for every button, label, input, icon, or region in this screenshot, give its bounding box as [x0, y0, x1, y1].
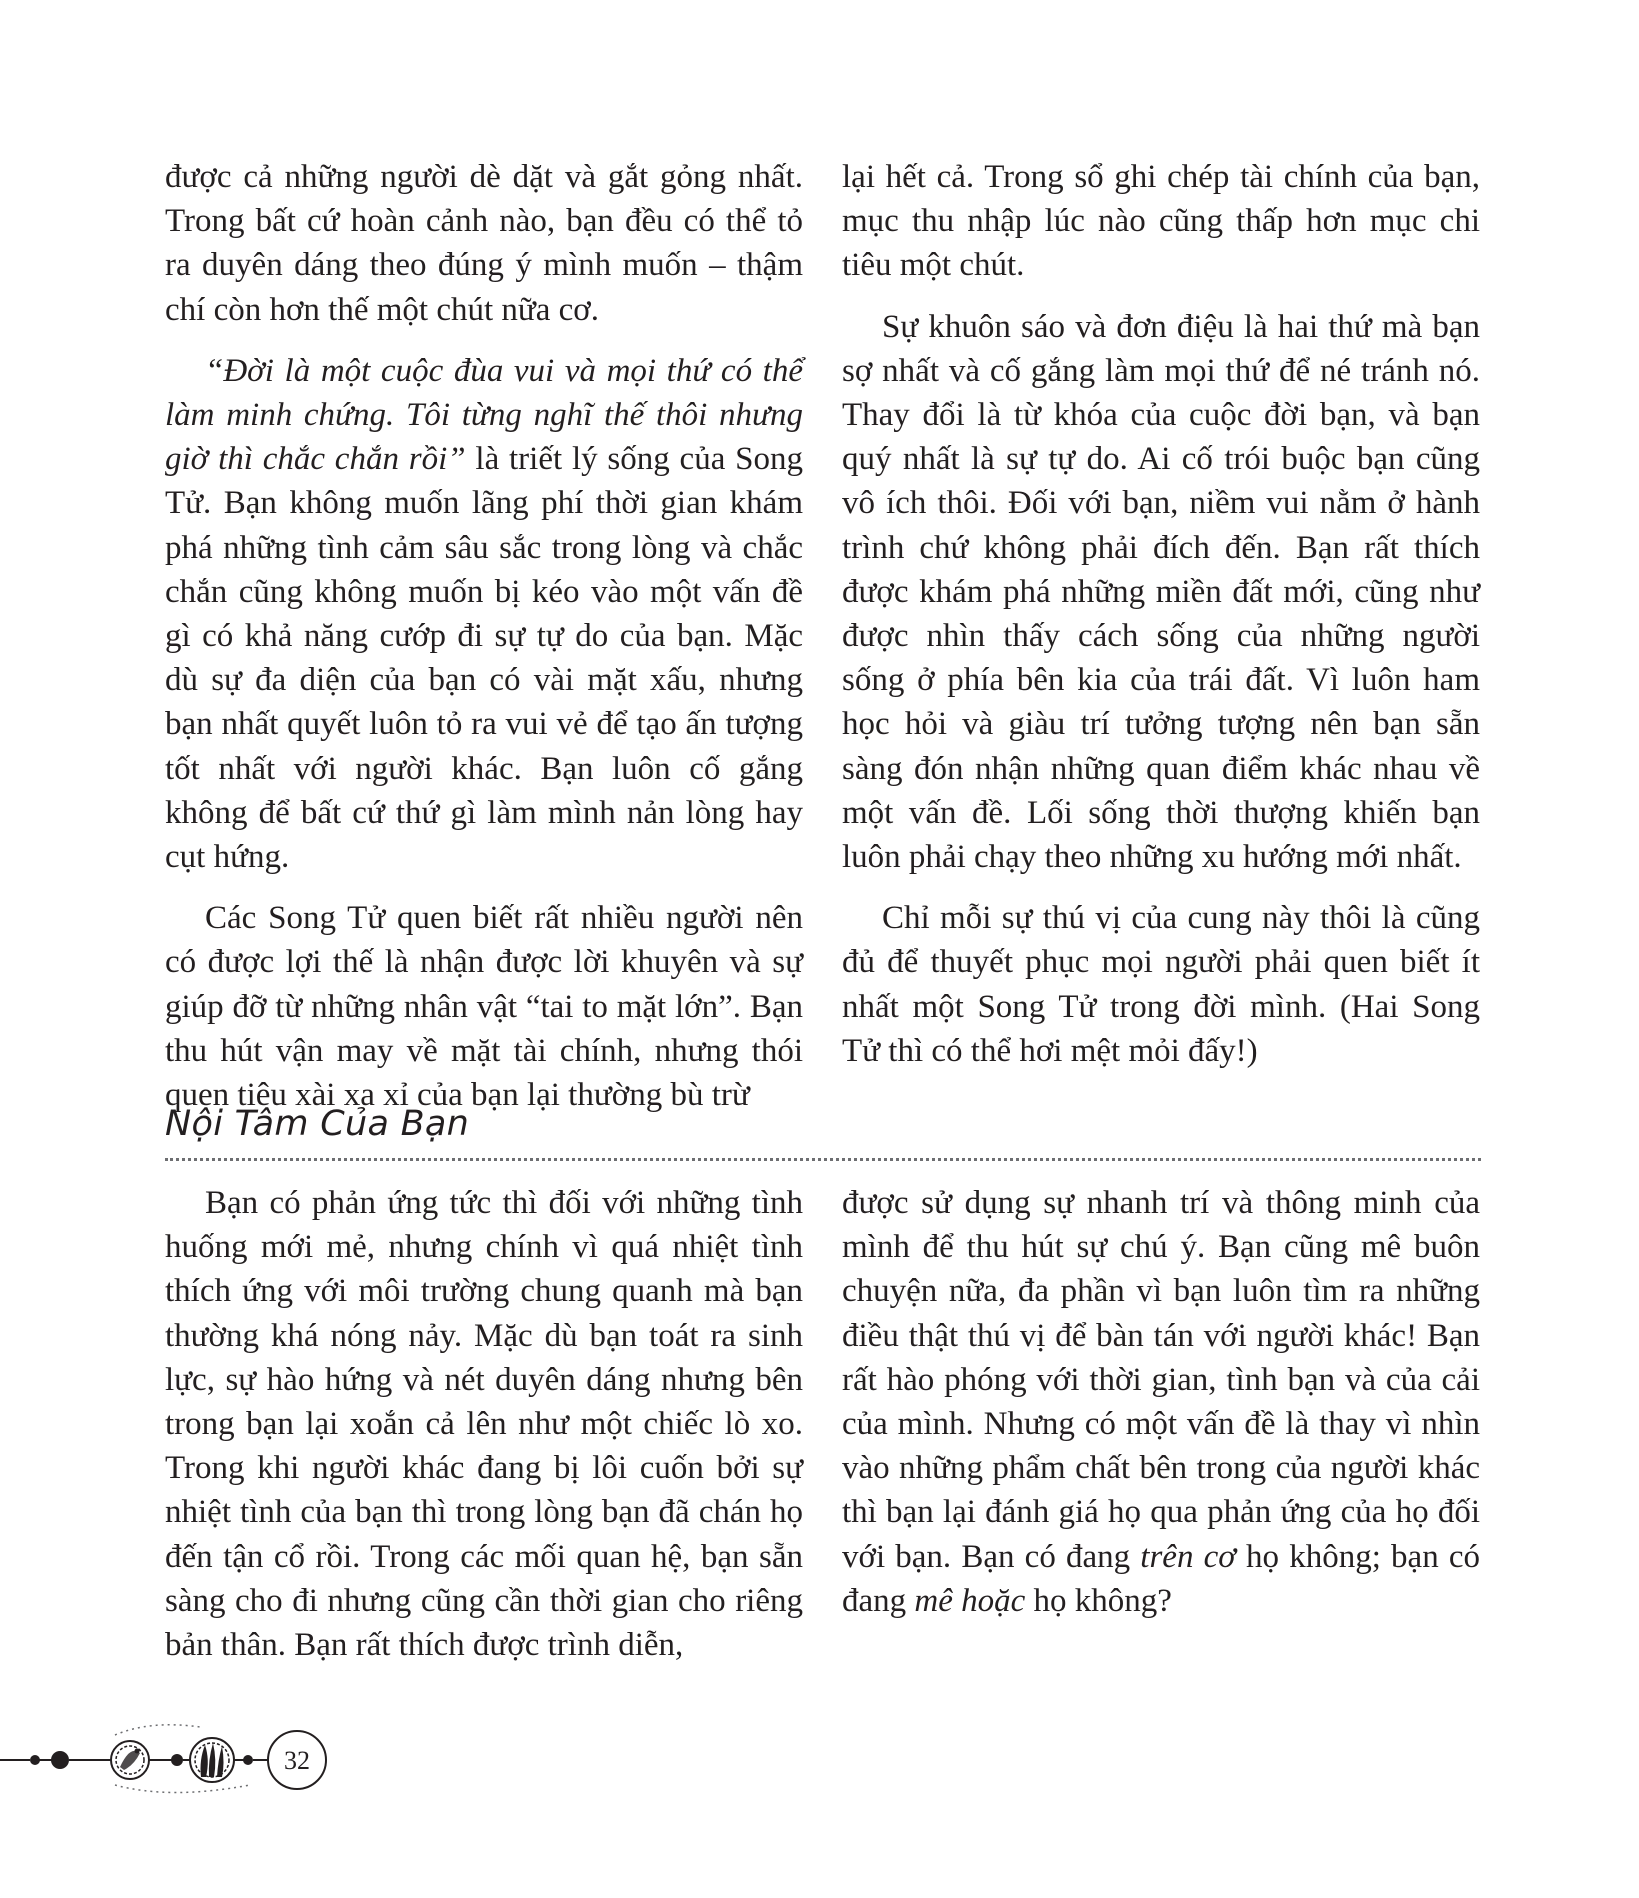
paragraph: Sự khuôn sáo và đơn điệu là hai thứ mà bạn sợ nhất và cố gắng làm mọi thứ để né tránh nó. Thay đổi là từ khóa của cuộc đời bạn, và bạn quý nhất là sự tự do. Ai cố trói buộc bạn cũng vô ích thôi. Đối với bạn, niềm vui nằm ở hành trình chứ không phải đích đến. Bạn rất thích được khám phá những miền đất mới, cũng như được nhìn thấy cách sống của những người sống ở phía bên kia của trái đất. Vì luôn ham học hỏi và giàu trí tưởng tượng nên bạn sẵn sàng đón nhận những quan điểm khác nhau về một vấn đề. Lối sống thời thượng khiến bạn luôn phải chạy theo những xu hướng mới nhất.: [842, 308, 1480, 876]
twins-medallion-icon: [190, 1738, 234, 1782]
paragraph-text: họ không?: [1025, 1582, 1172, 1619]
dot-icon: [243, 1755, 253, 1765]
paragraph: Chỉ mỗi sự thú vị của cung này thôi là cũng đủ để thuyết phục mọi người phải quen biết ít nhất một Song Tử trong đời mình. (Hai Song Tử thì có thể hơi mệt mỏi đấy!): [842, 900, 1480, 1069]
paragraph: Các Song Tử quen biết rất nhiều người nên có được lợi thế là nhận được lời khuyên và sự giúp đỡ từ những nhân vật “tai to mặt lớn”. Bạn thu hút vận may về mặt tài chính, nhưng thói quen tiêu xài xa xỉ của bạn lại thường bù trừ: [165, 900, 803, 1114]
zodiac-medallion-icon: [111, 1741, 149, 1779]
paragraph: lại hết cả. Trong sổ ghi chép tài chính của bạn, mục thu nhập lúc nào cũng thấp hơn mục chi tiêu một chút.: [842, 159, 1480, 284]
paragraph: được cả những người dè dặt và gắt gỏng nhất. Trong bất cứ hoàn cảnh nào, bạn đều có thể tỏ ra duyên dáng theo đúng ý mình muốn – thậm chí còn hơn thế một chút nữa cơ.: [165, 159, 803, 328]
dot-icon: [51, 1751, 69, 1769]
paragraph-text: được sử dụng sự nhanh trí và thông minh của mình để thu hút sự chú ý. Bạn cũng mê buôn chuyện nữa, đa phần vì bạn luôn tìm ra những điều thật thú vị để bàn tán với người khác! Bạn rất hào phóng với thời gian, tình bạn và của cải của mình. Nhưng có một vấn đề là thay vì nhìn vào những phẩm chất bên trong của người khác thì bạn lại đánh giá họ qua phản ứng của họ đối với bạn. Bạn có đang: [842, 1185, 1480, 1575]
page-number: 32: [284, 1746, 310, 1775]
paragraph-text: họ không; bạn có đang: [842, 1538, 1481, 1619]
top-right-column: [842, 155, 1480, 1090]
paragraph-text: là triết lý sống của Song Tử. Bạn không muốn lãng phí thời gian khám phá những tình cảm sâu sắc trong lòng và chắc chắn cũng không muốn bị kéo vào một vấn đề gì có khả năng cướp đi sự tự do của bạn. Mặc dù sự đa diện của bạn có vài mặt xấu, nhưng bạn nhất quyết luôn tỏ ra vui vẻ để tạo ấn tượng tốt nhất với người khác. Bạn luôn cố gắng không để bất cứ thứ gì làm mình nản lòng hay cụt hứng.: [165, 441, 803, 876]
bottom-left-column: [165, 1181, 803, 1684]
dot-icon: [171, 1754, 183, 1766]
top-left-column: [165, 155, 803, 1134]
bottom-right-column: [842, 1181, 1480, 1640]
section-heading: Nội Tâm Của Bạn: [165, 1104, 470, 1144]
paragraph: [165, 349, 803, 879]
paragraph: Bạn có phản ứng tức thì đối với những tình huống mới mẻ, nhưng chính vì quá nhiệt tình thích ứng với môi trường chung quanh mà bạn thường khá nóng nảy. Mặc dù bạn toát ra sinh lực, sự hào hứng và nét duyên dáng nhưng bên trong bạn lại xoắn cả lên như một chiếc lò xo. Trong khi người khác đang bị lôi cuốn bởi sự nhiệt tình của bạn thì trong lòng bạn đã chán họ đến tận cổ rồi. Trong các mối quan hệ, bạn sẵn sàng cho đi nhưng cũng cần thời gian cho riêng bản thân. Bạn rất thích được trình diễn,: [165, 1185, 803, 1664]
paragraph: [842, 1181, 1480, 1623]
page-footer-ornament: [0, 1715, 360, 1805]
dotted-arc: [115, 1785, 250, 1793]
italic-quote: “Đời là một cuộc đùa vui và mọi thứ có thể làm minh chứng. Tôi từng nghĩ thế thôi nhưng giờ thì chắc chắn rồi”: [165, 352, 803, 478]
italic-phrase: trên cơ: [1140, 1538, 1236, 1575]
italic-phrase: mê hoặc: [914, 1582, 1026, 1619]
dotted-arc: [115, 1725, 200, 1735]
dotted-divider: [165, 1158, 1481, 1161]
